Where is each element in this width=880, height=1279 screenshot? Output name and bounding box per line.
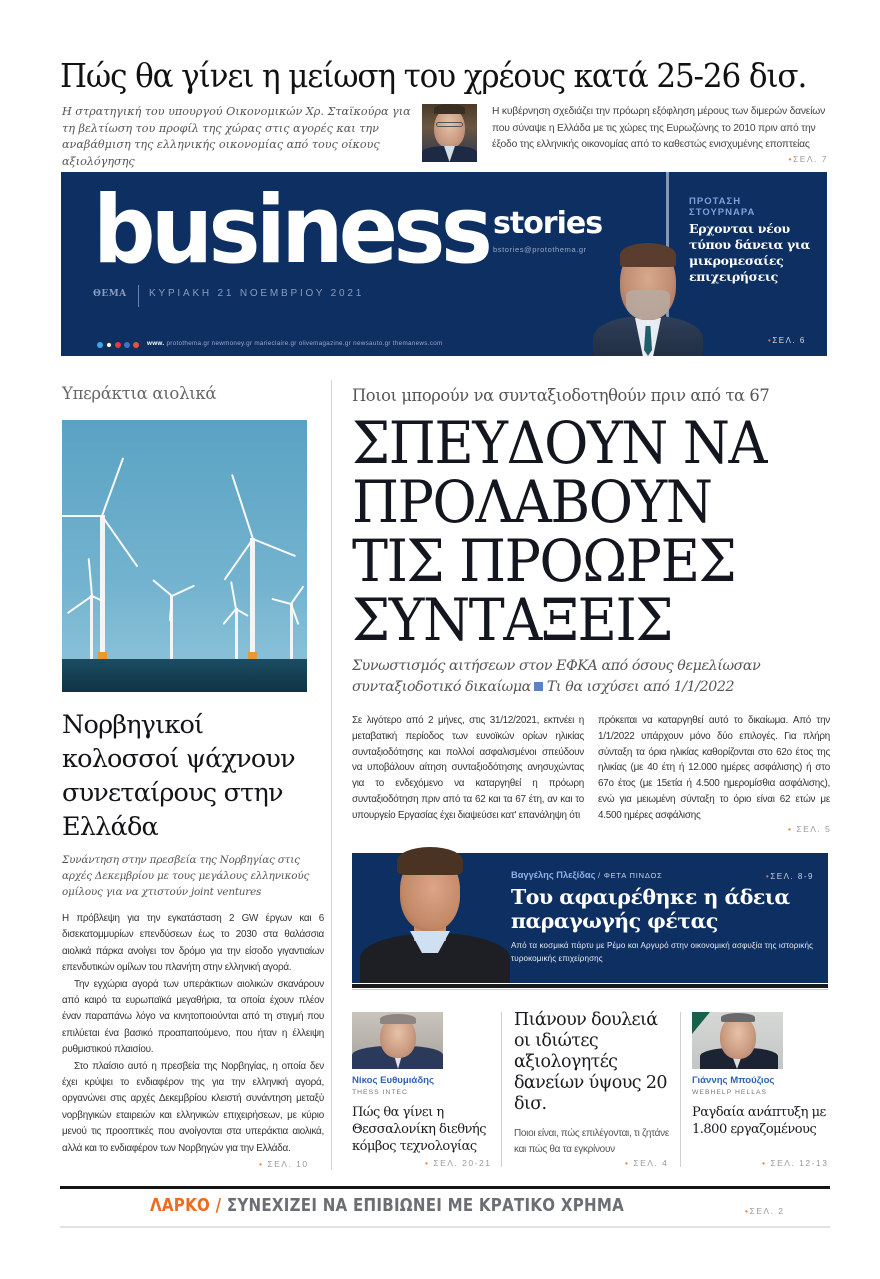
headline-line: ΣΠΕΥΔΟΥΝ ΝΑ xyxy=(352,409,767,477)
bottom-story-1-title[interactable]: Πώς θα γίνει η Θεσσαλονίκη διεθνής κόμβος τεχνολογίας xyxy=(352,1105,486,1154)
footer-text: ΣΥΝΕΧΙΖΕΙ ΝΑ ΕΠΙΒΙΩΝΕΙ ΜΕ ΚΡΑΤΙΚΟ ΧΡΗΜΑ xyxy=(226,1196,624,1216)
facebook-icon[interactable] xyxy=(124,342,130,348)
left-story-headline[interactable]: Νορβηγικοί κολοσσοί ψάχνουν συνεταίρους στην Ελλάδα xyxy=(62,710,295,842)
logo-business[interactable]: business xyxy=(93,176,489,285)
top-story-page-ref[interactable]: •ΣΕΛ. 7 xyxy=(788,154,828,164)
bullet-square-icon xyxy=(534,682,543,691)
youtube-icon[interactable] xyxy=(115,342,121,348)
footer-kicker: ΛΑΡΚΟ / xyxy=(150,1196,222,1216)
bouzios-photo xyxy=(692,1012,783,1069)
left-story-kicker: Υπεράκτια αιολικά xyxy=(62,384,217,403)
bottom-story-2-subtitle: Ποιοι είναι, πώς επιλέγονται, τι ζητάνε και πώς θα τα εγκρίνουν xyxy=(514,1128,670,1155)
top-story-deck: Η στρατηγική του υπουργού Οικονομικών Χρ. Σταϊκούρα για τη βελτίωση του προφίλ της χώρας στις αγορές και την αναβάθμιση της ελληνικής οικονομίας από τους οίκους αξιολόγησης xyxy=(62,105,411,168)
stournaras-photo xyxy=(593,246,703,356)
feta-story-title[interactable]: Του αφαιρέθηκε η άδεια παραγωγής φέτας xyxy=(511,885,790,933)
websites-list[interactable]: www. protothema.gr newmoney.gr marieclaire.gr olivemagazine.gr newsauto.gr themanews.com xyxy=(147,340,443,347)
body-column-2: πρόκειται να καταργηθεί αυτό το δικαίωμα. Από την 1/1/2022 υπάρχουν μόνο δύο επιλογές. Για πλήρη σύνταξη τα όρια ηλικίας καθορίζονται στο 62ο έτος της ηλικίας (με 40 έτη ή 12.000 ημέρες ασφάλισης) ή στο 67ο έτος (με 15ετία ή 4.500 ημερομίσθια ασφάλισης), ενώ για μειωμένη σύνταξη το όριο είναι 62 ετών με 4.500 ημέρες ασφάλισης xyxy=(598,715,830,821)
masthead-email[interactable]: bstories@protothema.gr xyxy=(493,245,587,254)
headline-line: ΣΥΝΤΑΞΕΙΣ xyxy=(352,586,673,654)
twitter-icon[interactable] xyxy=(97,342,103,348)
staikouras-photo xyxy=(422,104,477,162)
headline-line: ΤΙΣ ΠΡΟΩΡΕΣ xyxy=(352,527,736,595)
paragraph: Στο πλαίσιο αυτό η πρεσβεία της Νορβηγίας, η οποία δεν έχει κρύψει το ενδιαφέρον της για την ελληνική αγορά, οργανώνει στις αρχές Δεκεμβρίου κλειστή συνάντηση μεταξύ νορβηγικών εταιρειών και ελληνικών επιχειρήσεων, με κύριο μενού τις προοπτικές που ανοίγονται στα υπεράκτια αιολικά, αλλά και το ενδιαφέρον των Νορβηγών για την Ελλάδα. xyxy=(62,1060,324,1154)
main-story-page-ref[interactable]: • ΣΕΛ. 5 xyxy=(788,824,832,834)
left-story-page-ref[interactable]: • ΣΕΛ. 10 xyxy=(259,1159,309,1169)
feta-story-banner[interactable] xyxy=(352,853,828,983)
bottom-story-3-company: WEBHELP HELLAS xyxy=(692,1089,768,1096)
bottom-story-1-company: THESS INTEC xyxy=(352,1089,408,1096)
feta-story-subtitle: Από τα κοσμικά πάρτυ με Ρέμο και Αργυρό στην οικονομική ασφυξία της ιστορικής τυροκομικής επιχείρησης xyxy=(511,941,814,963)
bottom-story-1-person: Νίκος Ευθυμιάδης xyxy=(352,1075,434,1086)
feta-story-kicker: Βαγγέλης Πλεξίδας / ΦΕΤΑ ΠΙΝΔΟΣ xyxy=(511,870,663,880)
side-story-kicker: ΠΡΟΤΑΣΗ ΣΤΟΥΡΝΑΡΑ xyxy=(689,196,756,218)
footer-rule xyxy=(60,1186,830,1189)
main-story-headline[interactable] xyxy=(352,409,798,654)
section-rule xyxy=(352,984,828,988)
masthead-divider xyxy=(138,285,139,307)
bottom-story-3-title[interactable]: Ραγδαία ανάπτυξη με 1.800 εργαζομένους xyxy=(692,1105,826,1137)
bottom-story-3-person: Γιάννης Μπούζιος xyxy=(692,1075,775,1086)
publisher-logo: ΘΕΜΑ xyxy=(93,289,127,299)
rss-icon[interactable] xyxy=(133,342,139,348)
paragraph: Την εγχώρια αγορά των υπεράκτιων αιολικών σκανάρουν από καιρό τα ευρωπαϊκά μεγαθήρια, τα οποία έχουν πλέον έναν παραπάνω λόγο να κινητοποιούνται από τη στιγμή που επιλύεται ένα βασικό προαπαιτούμενο, που ήταν η έλλειψη ρυθμιστικού πλαισίου. xyxy=(62,978,324,1056)
column-divider xyxy=(501,1012,502,1167)
logo-stories: stories xyxy=(493,206,603,241)
footer-teaser[interactable] xyxy=(150,1196,624,1216)
feta-story-page-ref[interactable]: •ΣΕΛ. 8-9 xyxy=(766,872,814,881)
left-story-deck: Συνάντηση στην πρεσβεία της Νορβηγίας στις αρχές Δεκεμβρίου με τους μεγάλους ελληνικούς ομίλους για να χτιστούν joint ventures xyxy=(62,854,310,898)
wind-turbines-photo xyxy=(62,420,307,692)
headline-line: ΠΡΟΛΑΒΟΥΝ xyxy=(352,468,712,536)
social-icons xyxy=(97,342,139,348)
bottom-story-1-page-ref[interactable]: • ΣΕΛ. 20-21 xyxy=(425,1158,492,1168)
side-story-page-ref[interactable]: •ΣΕΛ. 6 xyxy=(768,336,806,345)
pleksidas-photo xyxy=(360,845,510,983)
masthead xyxy=(61,172,827,356)
issue-date: ΚΥΡΙΑΚΗ 21 ΝΟΕΜΒΡΙΟΥ 2021 xyxy=(149,288,365,299)
body-column-1: Σε λιγότερο από 2 μήνες, στις 31/12/2021, εκπνέει η μεταβατική περίοδος των ευνοϊκών ορίων ηλικίας συνταξιοδότησης και πολλοί ασφαλισμένοι σπεύδουν να υποβάλουν αίτηση συνταξιοδότησης ανησυχώντας για το ενδεχόμενο να καταργηθεί η πρόωρη συνταξιοδότηση πριν από τα 62 και τα 67 έτη, αν και το υπουργείο Εργασίας έχει διαψεύσει κατ' επανάληψη ότι xyxy=(352,715,584,821)
main-story-kicker: Ποιοι μπορούν να συνταξιοδοτηθούν πριν από τα 67 xyxy=(352,386,770,405)
left-story-body xyxy=(62,911,324,1157)
paragraph: Η πρόβλεψη για την εγκατάσταση 2 GW έργων και 6 δισεκατομμυρίων επενδύσεων έως το 2030 στα θαλάσσια αιολικά πάρκα ανοίγει τον δρόμο για την είσοδο γιγαντιαίων επενδυτικών ομίλων του πλανήτη στην ελληνική αγορά. xyxy=(62,913,324,974)
bottom-story-2-title[interactable]: Πιάνουν δουλειά οι ιδιώτες αξιολογητές δανείων ύψους 20 δισ. xyxy=(514,1010,667,1114)
efthymiadis-photo xyxy=(352,1012,443,1069)
column-divider xyxy=(680,1012,681,1167)
footer-rule-thin xyxy=(60,1226,830,1228)
side-story-title[interactable]: Ερχονται νέου τύπου δάνεια για μικρομεσαίες επιχειρήσεις xyxy=(689,221,810,284)
bottom-story-2-page-ref[interactable]: • ΣΕΛ. 4 xyxy=(625,1158,669,1168)
main-story-body xyxy=(352,713,830,824)
top-headline[interactable]: Πώς θα γίνει η μείωση του χρέους κατά 25-26 δισ. xyxy=(60,56,807,95)
instagram-icon[interactable] xyxy=(106,342,112,348)
column-divider xyxy=(331,380,332,1170)
top-story-body: Η κυβέρνηση σχεδιάζει την πρόωρη εξόφληση μέρους των διμερών δανείων που σύναψε η Ελλάδα με τις χώρες της Ευρωζώνης το 2010 πριν από την έξοδο της ελληνικής οικονομίας από το καθεστώς ενισχυμένης εποπτείας xyxy=(492,106,826,150)
main-story-deck: Συνωστισμός αιτήσεων στον ΕΦΚΑ από όσους θεμελίωσαν συνταξιοδοτικό δικαίωμα Τι θα ισχύσει από 1/1/2022 xyxy=(352,658,761,695)
footer-page-ref[interactable]: •ΣΕΛ. 2 xyxy=(745,1206,785,1216)
section-rule-thin xyxy=(352,989,828,990)
bottom-story-3-page-ref[interactable]: • ΣΕΛ. 12-13 xyxy=(762,1158,829,1168)
